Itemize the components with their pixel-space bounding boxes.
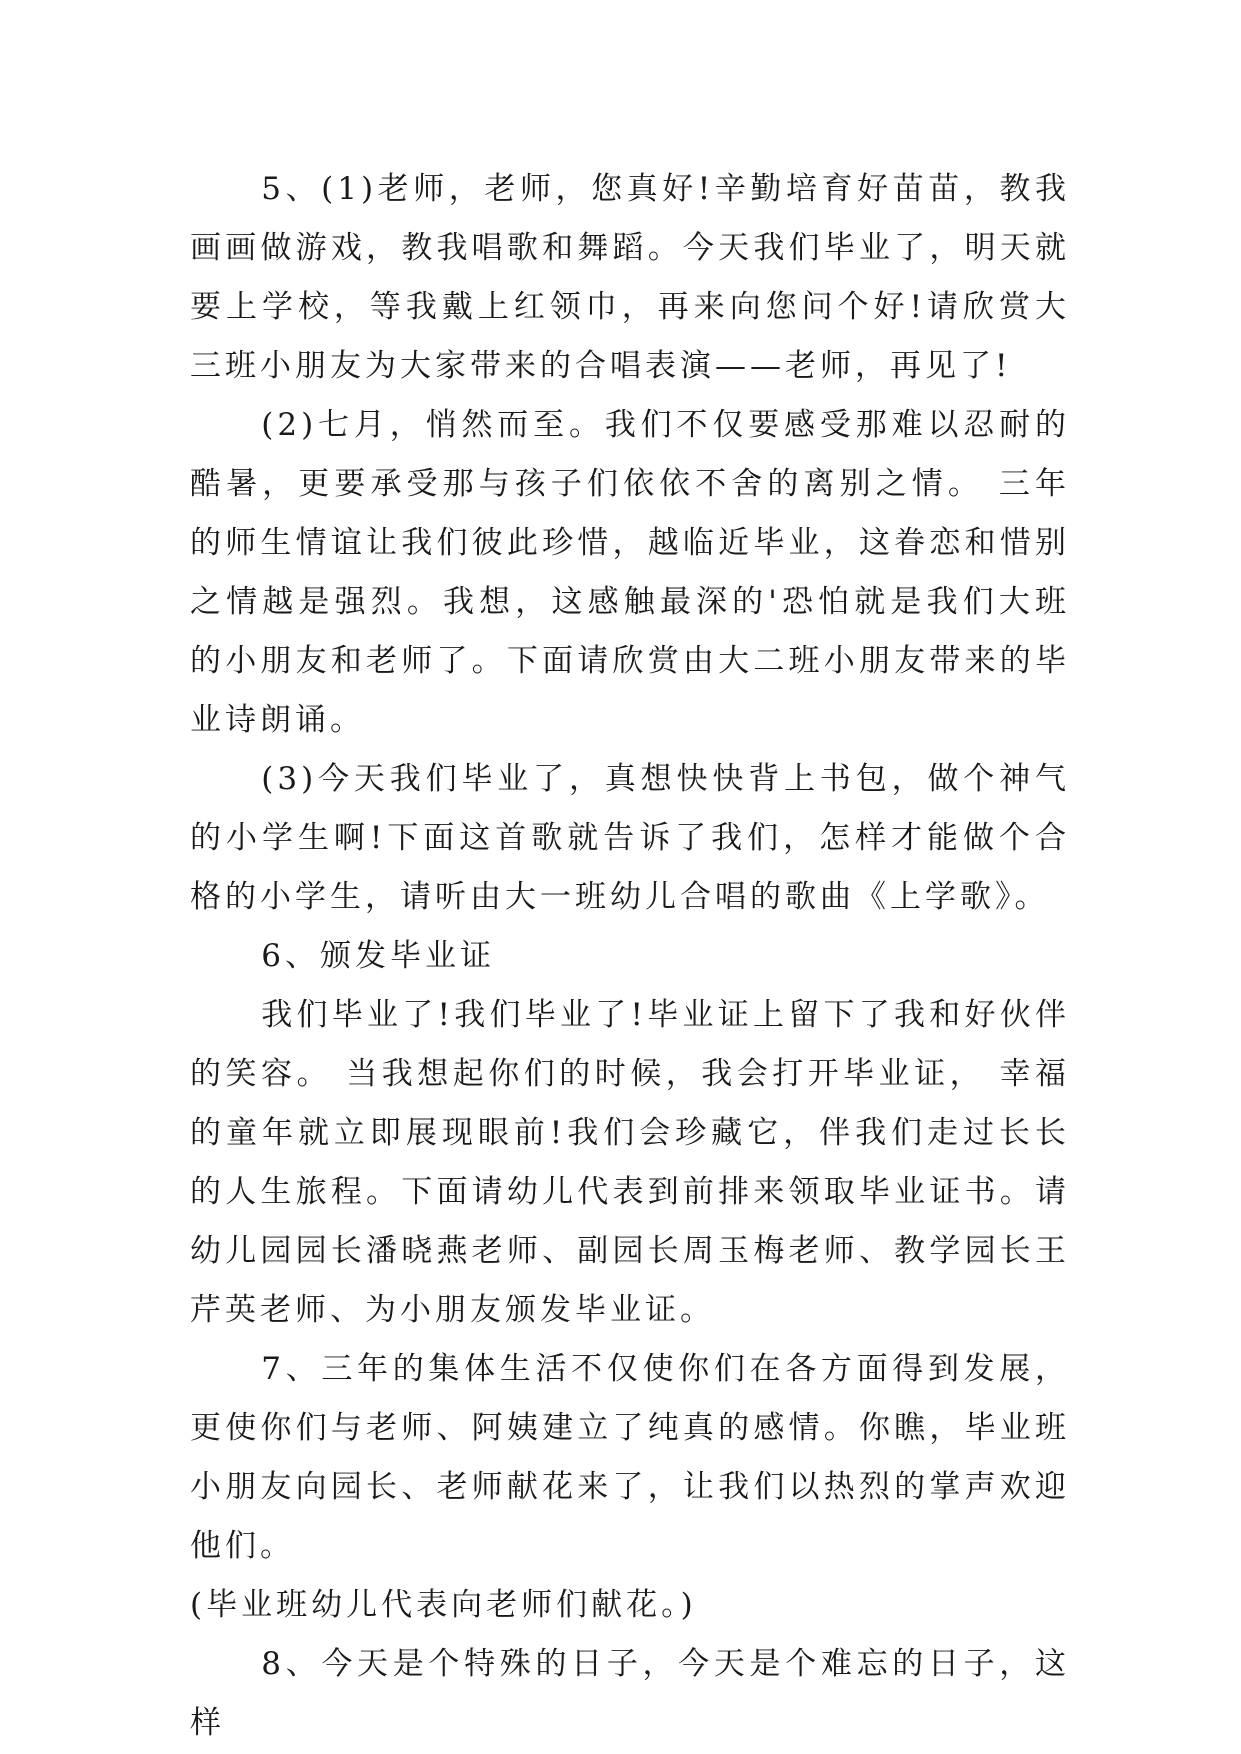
paragraph-stage-note: (毕业班幼儿代表向老师们献花。) (190, 1587, 697, 1623)
section-heading-diploma: 6、颁发毕业证 (261, 938, 496, 974)
paragraph-diploma: 我们毕业了!我们毕业了!毕业证上留下了我和好伙伴的笑容。 当我想起你们的时候，我会打开毕业证， 幸福的童年就立即展现眼前!我们会珍藏它，伴我们走过长长的人生旅程。下面请幼儿代表到前排来领取毕业证书。请幼儿园园长潘晓燕老师、副园长周玉梅老师、教学园长王芹英老师、为小朋友颁发毕业证。 (190, 997, 1070, 1328)
document-body (190, 160, 1070, 1753)
paragraph-item8: 8、今天是个特殊的日子，今天是个难忘的日子，这样 (190, 1646, 1070, 1741)
paragraph-item5-part3: (3)今天我们毕业了，真想快快背上书包，做个神气的小学生啊!下面这首歌就告诉了我们，怎样才能做个合格的小学生，请听由大一班幼儿合唱的歌曲《上学歌》。 (190, 761, 1070, 915)
paragraph-item5-part1: 5、(1)老师，老师，您真好!辛勤培育好苗苗，教我画画做游戏，教我唱歌和舞蹈。今天我们毕业了，明天就要上学校，等我戴上红领巾，再来向您问个好!请欣赏大三班小朋友为大家带来的合唱表演——老师，再见了! (190, 171, 1070, 384)
paragraph-item7: 7、三年的集体生活不仅使你们在各方面得到发展，更使你们与老师、阿姨建立了纯真的感情。你瞧，毕业班小朋友向园长、老师献花来了，让我们以热烈的掌声欢迎他们。 (190, 1351, 1070, 1564)
paragraph-item5-part2: (2)七月，悄然而至。我们不仅要感受那难以忍耐的酷暑，更要承受那与孩子们依依不舍的离别之情。 三年的师生情谊让我们彼此珍惜，越临近毕业，这眷恋和惜别之情越是强烈。我想，这感触最深的'恐怕就是我们大班的小朋友和老师了。下面请欣赏由大二班小朋友带来的毕业诗朗诵。 (190, 407, 1070, 738)
